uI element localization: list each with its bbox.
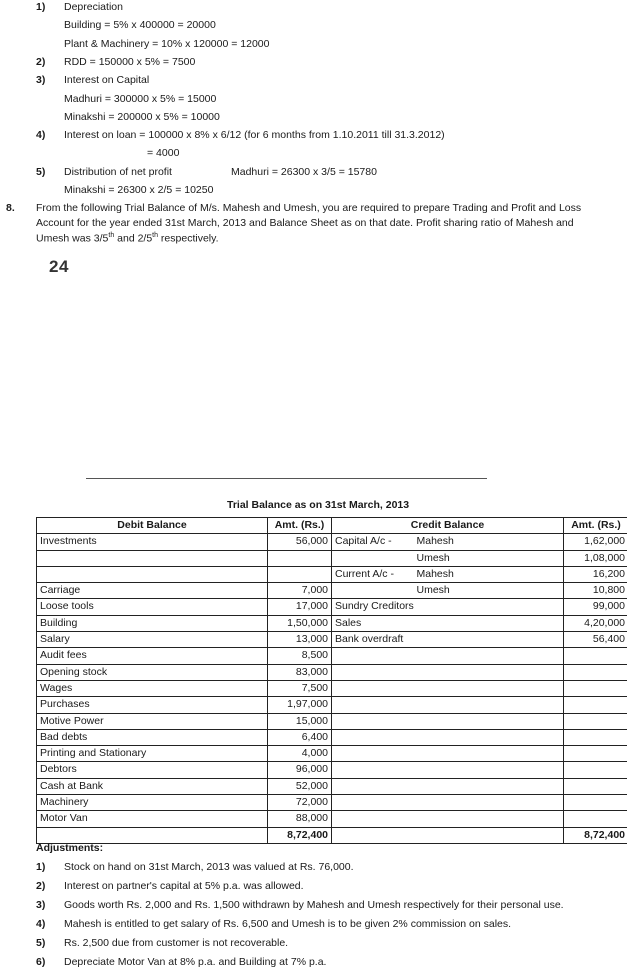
credit-sub-particular bbox=[414, 615, 564, 631]
credit-particular bbox=[332, 746, 414, 762]
credit-sub-particular bbox=[414, 599, 564, 615]
debit-particular: Opening stock bbox=[37, 664, 268, 680]
debit-particular: Salary bbox=[37, 632, 268, 648]
credit-sub-particular: Umesh bbox=[414, 550, 564, 566]
credit-amount bbox=[564, 778, 627, 794]
adjustment-number: 6) bbox=[36, 956, 46, 968]
credit-amount bbox=[564, 746, 627, 762]
table-row bbox=[37, 762, 627, 778]
debit-amount: 13,000 bbox=[268, 632, 332, 648]
working-3-title: Interest on Capital bbox=[64, 74, 150, 86]
debit-amount: 83,000 bbox=[268, 664, 332, 680]
credit-particular bbox=[332, 811, 414, 827]
adjustment-number: 3) bbox=[36, 899, 46, 911]
credit-particular bbox=[332, 795, 414, 811]
table-row bbox=[37, 746, 627, 762]
table-row bbox=[37, 566, 627, 582]
credit-particular bbox=[332, 648, 414, 664]
working-3-line-1: Madhuri = 300000 x 5% = 15000 bbox=[64, 93, 217, 105]
credit-sub-particular bbox=[414, 746, 564, 762]
table-row bbox=[37, 811, 627, 827]
credit-total: 8,72,400 bbox=[564, 827, 627, 843]
working-1-line-1: Building = 5% x 400000 = 20000 bbox=[64, 19, 216, 31]
credit-amount: 10,800 bbox=[564, 583, 627, 599]
table-row bbox=[37, 648, 627, 664]
credit-sub-particular bbox=[414, 697, 564, 713]
trial-balance-table bbox=[36, 517, 627, 844]
debit-particular: Cash at Bank bbox=[37, 778, 268, 794]
working-5-line-2: Minakshi = 26300 x 2/5 = 10250 bbox=[64, 184, 214, 196]
table-row bbox=[37, 680, 627, 696]
credit-sub-particular bbox=[414, 811, 564, 827]
working-4-text: Interest on loan = 100000 x 8% x 6/12 (for 6 months from 1.10.2011 till 31.3.2012) bbox=[64, 129, 445, 141]
question-line-3: Umesh was 3/5th and 2/5th respectively. bbox=[36, 232, 219, 245]
credit-sub-particular bbox=[414, 680, 564, 696]
credit-amount bbox=[564, 697, 627, 713]
credit-particular: Capital A/c - bbox=[332, 534, 414, 550]
trial-balance-title: Trial Balance as on 31st March, 2013 bbox=[227, 499, 410, 511]
question-line-1: From the following Trial Balance of M/s. Mahesh and Umesh, you are required to prepare Trading and Profit and Loss bbox=[36, 202, 582, 214]
credit-sub-particular bbox=[414, 729, 564, 745]
debit-particular bbox=[37, 550, 268, 566]
debit-amount: 56,000 bbox=[268, 534, 332, 550]
table-row bbox=[37, 599, 627, 615]
credit-amount bbox=[564, 729, 627, 745]
table-row bbox=[37, 615, 627, 631]
table-row bbox=[37, 713, 627, 729]
debit-amount: 7,500 bbox=[268, 680, 332, 696]
credit-sub-particular bbox=[414, 713, 564, 729]
debit-particular: Motor Van bbox=[37, 811, 268, 827]
working-2-text: RDD = 150000 x 5% = 7500 bbox=[64, 56, 196, 68]
debit-amount: 15,000 bbox=[268, 713, 332, 729]
debit-particular: Investments bbox=[37, 534, 268, 550]
table-row bbox=[37, 664, 627, 680]
credit-particular bbox=[332, 778, 414, 794]
credit-amount bbox=[564, 811, 627, 827]
debit-amount: 7,000 bbox=[268, 583, 332, 599]
table-row bbox=[37, 729, 627, 745]
credit-amount: 99,000 bbox=[564, 599, 627, 615]
debit-amount bbox=[268, 550, 332, 566]
credit-amount bbox=[564, 664, 627, 680]
debit-particular bbox=[37, 566, 268, 582]
question-line-2: Account for the year ended 31st March, 2013 and Balance Sheet as on that date. Profit sharing ratio of Mahesh and bbox=[36, 217, 574, 229]
credit-particular: Current A/c - bbox=[332, 566, 414, 582]
page-number: 24 bbox=[49, 257, 69, 276]
credit-particular bbox=[332, 713, 414, 729]
table-row bbox=[37, 795, 627, 811]
working-3-line-2: Minakshi = 200000 x 5% = 10000 bbox=[64, 111, 220, 123]
credit-sub-particular bbox=[414, 778, 564, 794]
credit-particular bbox=[332, 583, 414, 599]
debit-amount: 1,97,000 bbox=[268, 697, 332, 713]
debit-particular: Carriage bbox=[37, 583, 268, 599]
debit-particular: Audit fees bbox=[37, 648, 268, 664]
credit-sub-particular: Mahesh bbox=[414, 566, 564, 582]
credit-sub-particular: Umesh bbox=[414, 583, 564, 599]
table-row bbox=[37, 534, 627, 550]
debit-particular: Building bbox=[37, 615, 268, 631]
debit-particular: Wages bbox=[37, 680, 268, 696]
debit-balance-header: Debit Balance bbox=[37, 518, 268, 534]
debit-amount-header: Amt. (Rs.) bbox=[268, 518, 332, 534]
adjustment-text: Stock on hand on 31st March, 2013 was valued at Rs. 76,000. bbox=[64, 861, 354, 873]
debit-amount: 88,000 bbox=[268, 811, 332, 827]
debit-amount: 8,500 bbox=[268, 648, 332, 664]
debit-amount: 96,000 bbox=[268, 762, 332, 778]
working-5-title: Distribution of net profit bbox=[64, 166, 172, 178]
divider bbox=[86, 478, 487, 479]
adjustment-text: Depreciate Motor Van at 8% p.a. and Building at 7% p.a. bbox=[64, 956, 327, 968]
credit-particular bbox=[332, 664, 414, 680]
table-header-row bbox=[37, 518, 627, 534]
adjustment-number: 4) bbox=[36, 918, 46, 930]
credit-balance-header: Credit Balance bbox=[332, 518, 564, 534]
debit-total: 8,72,400 bbox=[268, 827, 332, 843]
credit-amount bbox=[564, 680, 627, 696]
debit-amount: 52,000 bbox=[268, 778, 332, 794]
table-row bbox=[37, 697, 627, 713]
credit-particular bbox=[332, 697, 414, 713]
table-row bbox=[37, 583, 627, 599]
table-row bbox=[37, 778, 627, 794]
credit-sub-particular bbox=[414, 762, 564, 778]
working-1-number: 1) bbox=[36, 1, 46, 13]
table-row bbox=[37, 632, 627, 648]
credit-amount: 16,200 bbox=[564, 566, 627, 582]
adjustment-number: 1) bbox=[36, 861, 46, 873]
debit-particular: Machinery bbox=[37, 795, 268, 811]
credit-amount: 1,62,000 bbox=[564, 534, 627, 550]
credit-sub-particular bbox=[414, 632, 564, 648]
debit-particular: Loose tools bbox=[37, 599, 268, 615]
working-4-number: 4) bbox=[36, 129, 46, 141]
debit-amount: 6,400 bbox=[268, 729, 332, 745]
working-1-title: Depreciation bbox=[64, 1, 123, 13]
credit-amount bbox=[564, 795, 627, 811]
debit-particular: Purchases bbox=[37, 697, 268, 713]
working-5-line-1: Madhuri = 26300 x 3/5 = 15780 bbox=[231, 166, 377, 178]
debit-amount: 1,50,000 bbox=[268, 615, 332, 631]
adjustment-text: Interest on partner's capital at 5% p.a. was allowed. bbox=[64, 880, 304, 892]
credit-particular: Sundry Creditors bbox=[332, 599, 414, 615]
credit-sub-particular: Mahesh bbox=[414, 534, 564, 550]
adjustment-text: Mahesh is entitled to get salary of Rs. 6,500 and Umesh is to be given 2% commission on sales. bbox=[64, 918, 512, 930]
credit-amount bbox=[564, 762, 627, 778]
working-3-number: 3) bbox=[36, 74, 46, 86]
working-1-line-2: Plant & Machinery = 10% x 120000 = 12000 bbox=[64, 38, 270, 50]
debit-amount bbox=[268, 566, 332, 582]
adjustments-heading: Adjustments: bbox=[36, 842, 104, 854]
credit-amount: 1,08,000 bbox=[564, 550, 627, 566]
debit-particular: Bad debts bbox=[37, 729, 268, 745]
adjustment-number: 5) bbox=[36, 937, 46, 949]
working-4-result: = 4000 bbox=[147, 147, 180, 159]
totals-label bbox=[37, 827, 268, 843]
credit-particular bbox=[332, 550, 414, 566]
credit-amount: 56,400 bbox=[564, 632, 627, 648]
credit-sub-particular bbox=[414, 664, 564, 680]
credit-amount: 4,20,000 bbox=[564, 615, 627, 631]
credit-sub-particular bbox=[414, 795, 564, 811]
credit-particular bbox=[332, 680, 414, 696]
adjustment-text: Goods worth Rs. 2,000 and Rs. 1,500 withdrawn by Mahesh and Umesh respectively for their personal use. bbox=[64, 899, 564, 911]
debit-amount: 4,000 bbox=[268, 746, 332, 762]
working-2-number: 2) bbox=[36, 56, 46, 68]
credit-amount-header: Amt. (Rs.) bbox=[564, 518, 627, 534]
credit-particular bbox=[332, 729, 414, 745]
adjustment-text: Rs. 2,500 due from customer is not recoverable. bbox=[64, 937, 289, 949]
table-row bbox=[37, 550, 627, 566]
working-5-number: 5) bbox=[36, 166, 46, 178]
debit-particular: Debtors bbox=[37, 762, 268, 778]
debit-particular: Motive Power bbox=[37, 713, 268, 729]
question-number: 8. bbox=[6, 202, 15, 214]
credit-amount bbox=[564, 648, 627, 664]
debit-particular: Printing and Stationary bbox=[37, 746, 268, 762]
debit-amount: 72,000 bbox=[268, 795, 332, 811]
credit-particular bbox=[332, 762, 414, 778]
credit-amount bbox=[564, 713, 627, 729]
adjustment-number: 2) bbox=[36, 880, 46, 892]
totals-row bbox=[37, 827, 627, 843]
credit-particular: Sales bbox=[332, 615, 414, 631]
credit-particular: Bank overdraft bbox=[332, 632, 414, 648]
credit-sub-particular bbox=[414, 648, 564, 664]
debit-amount: 17,000 bbox=[268, 599, 332, 615]
